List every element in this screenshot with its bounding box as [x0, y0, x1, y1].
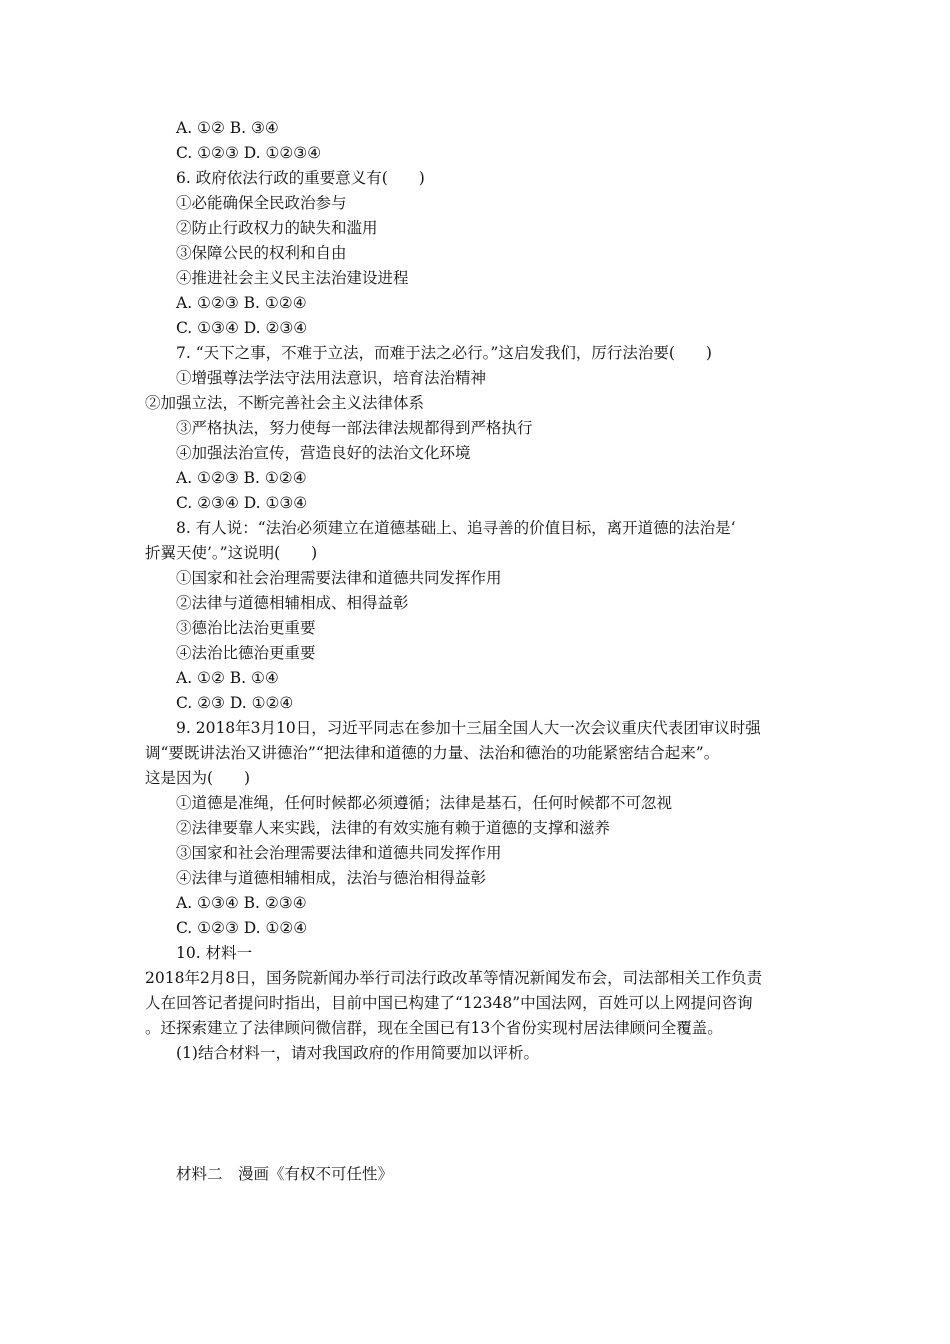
q10-heading: 10. 材料一 — [176, 944, 253, 962]
q8-options-ab: A. ①② B. ①④ — [176, 669, 279, 687]
q8-options-cd: C. ②③ D. ①②④ — [176, 694, 294, 712]
q9-item-4: ④法律与道德相辅相成，法治与德治相得益彰 — [176, 869, 487, 887]
q9-stem-line-1: 9. 2018年3月10日，习近平同志在参加十三届全国人大一次会议重庆代表团审议时强 — [176, 719, 761, 737]
q10-material-2-heading: 材料二 漫画《有权不可任性》 — [176, 1165, 394, 1183]
q8-item-4: ④法治比德治更重要 — [176, 644, 316, 662]
q9-options-ab: A. ①③④ B. ②③④ — [176, 894, 307, 912]
q9-item-3: ③国家和社会治理需要法律和道德共同发挥作用 — [176, 844, 502, 862]
q8-stem-line-2: 折翼天使’。”这说明( ) — [145, 544, 318, 562]
q8-stem-line-1: 8. 有人说：“法治必须建立在道德基础上、追寻善的价值目标，离开道德的法治是‘ — [176, 519, 736, 537]
q7-options-ab: A. ①②③ B. ①②④ — [176, 469, 307, 487]
q7-item-4: ④加强法治宣传，营造良好的法治文化环境 — [176, 444, 471, 462]
q7-item-2: ②加强立法，不断完善社会主义法律体系 — [145, 394, 425, 412]
q9-stem-line-3: 这是因为( ) — [145, 769, 251, 787]
q10-material-1-line-1: 2018年2月8日，国务院新闻办举行司法行政改革等情况新闻发布会，司法部相关工作负责 — [145, 969, 763, 987]
q6-options-ab: A. ①②③ B. ①②④ — [176, 294, 307, 312]
q8-item-1: ①国家和社会治理需要法律和道德共同发挥作用 — [176, 569, 502, 587]
q6-item-2: ②防止行政权力的缺失和滥用 — [176, 219, 378, 237]
q6-item-1: ①必能确保全民政治参与 — [176, 194, 347, 212]
q9-item-1: ①道德是准绳，任何时候都必须遵循；法律是基石，任何时候都不可忽视 — [176, 794, 673, 812]
q7-options-cd: C. ②③④ D. ①③④ — [176, 494, 308, 512]
q6-stem: 6. 政府依法行政的重要意义有( ) — [176, 169, 425, 187]
q10-material-1-line-3: 。还探索建立了法律顾问微信群，现在全国已有13个省份实现村居法律顾问全覆盖。 — [145, 1019, 723, 1037]
q8-item-2: ②法律与道德相辅相成、相得益彰 — [176, 594, 409, 612]
q9-options-cd: C. ①②③ D. ①②④ — [176, 919, 308, 937]
q6-item-3: ③保障公民的权利和自由 — [176, 244, 347, 262]
q5-options-cd: C. ①②③ D. ①②③④ — [176, 144, 322, 162]
q7-item-1: ①增强尊法学法守法用法意识，培育法治精神 — [176, 369, 487, 387]
q5-options-ab: A. ①② B. ③④ — [176, 119, 279, 137]
q6-item-4: ④推进社会主义民主法治建设进程 — [176, 269, 409, 287]
q10-material-1-line-2: 人在回答记者提问时指出，目前中国已构建了“12348”中国法网，百姓可以上网提问咨询 — [145, 994, 753, 1012]
q9-item-2: ②法律要靠人来实践，法律的有效实施有赖于道德的支撑和滋养 — [176, 819, 611, 837]
q10-sub-question-1: (1)结合材料一，请对我国政府的作用简要加以评析。 — [176, 1044, 539, 1062]
q9-stem-line-2: 调“要既讲法治又讲德治”“把法律和道德的力量、法治和德治的功能紧密结合起来”。 — [145, 744, 720, 762]
q6-options-cd: C. ①③④ D. ②③④ — [176, 319, 308, 337]
q8-item-3: ③德治比法治更重要 — [176, 619, 316, 637]
q7-stem: 7. “天下之事，不难于立法，而难于法之必行。”这启发我们，厉行法治要( ) — [176, 344, 712, 362]
q7-item-3: ③严格执法，努力使每一部法律法规都得到严格执行 — [176, 419, 533, 437]
